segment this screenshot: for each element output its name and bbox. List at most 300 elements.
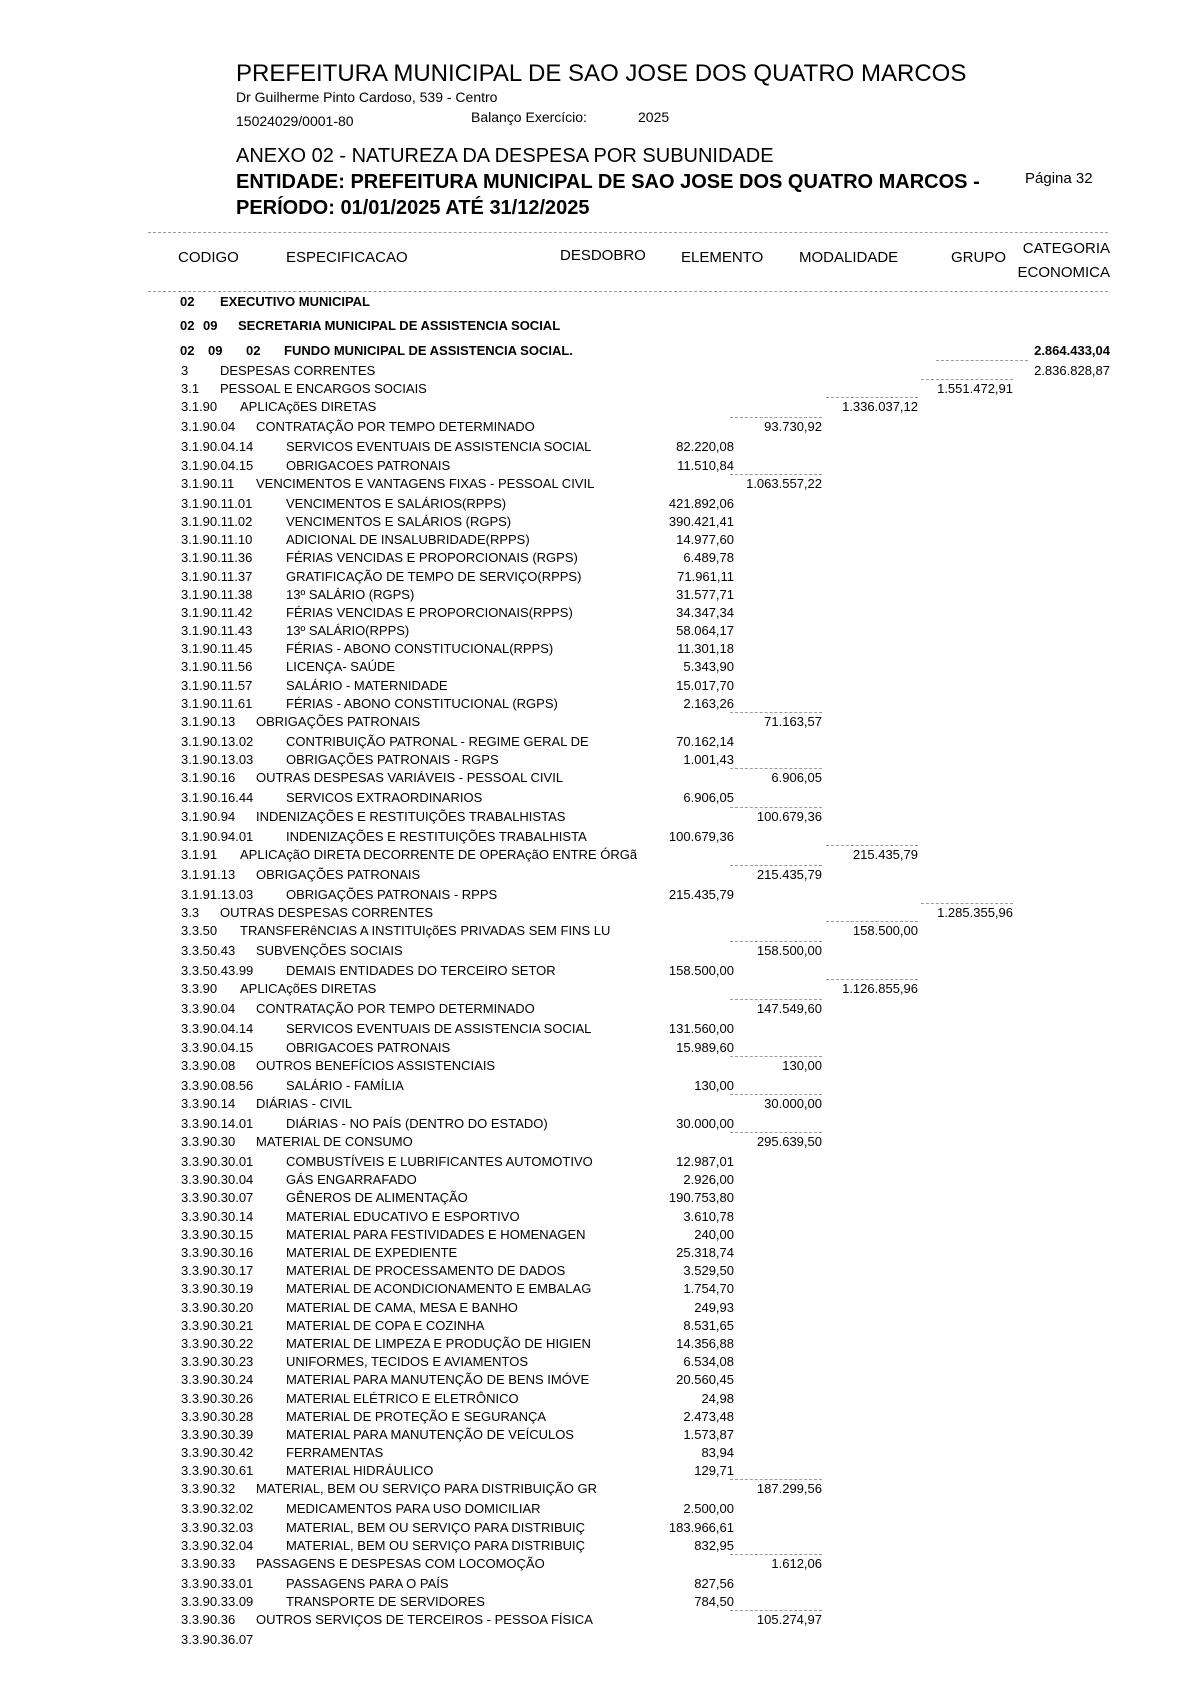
table-row bbox=[0, 1426, 1190, 1444]
row-description: MATERIAL ELÉTRICO E ELETRÔNICO bbox=[286, 1390, 519, 1406]
row-description: SERVICOS EVENTUAIS DE ASSISTENCIA SOCIAL bbox=[286, 1021, 592, 1037]
table-row bbox=[0, 1171, 1190, 1189]
table-row bbox=[0, 1500, 1190, 1518]
row-description: SERVICOS EVENTUAIS DE ASSISTENCIA SOCIAL bbox=[286, 439, 592, 455]
table-row bbox=[0, 1390, 1190, 1408]
header-divider-top bbox=[148, 232, 1108, 233]
table-row bbox=[0, 1189, 1190, 1207]
row-amount-desd: 11.301,18 bbox=[677, 641, 734, 657]
table-row bbox=[0, 640, 1190, 658]
row-amount-desd: 20.560,45 bbox=[676, 1372, 734, 1388]
org-subunit-code-2: 09 bbox=[203, 318, 218, 333]
row-description: TRANSFERêNCIAS A INSTITUIçõES PRIVADAS SEM FINS LU bbox=[240, 923, 611, 939]
row-amount-desd: 2.926,00 bbox=[683, 1172, 734, 1188]
row-code: 3.1.90.13.02 bbox=[181, 734, 254, 749]
column-header-modalidade: MODALIDADE bbox=[799, 249, 899, 266]
report-header-title: PREFEITURA MUNICIPAL DE SAO JOSE DOS QUATRO MARCOS bbox=[236, 60, 967, 87]
row-code: 3.1.90.11.56 bbox=[181, 659, 253, 675]
row-description: DIÁRIAS - NO PAÍS (DENTRO DO ESTADO) bbox=[286, 1115, 548, 1131]
row-amount-mod: 1.336.037,12 bbox=[842, 399, 918, 415]
row-amount-elem: 187.299,56 bbox=[756, 1481, 822, 1497]
column-header-desdobro: DESDOBRO bbox=[560, 247, 646, 264]
row-code: 3.3.90.33 bbox=[181, 1556, 236, 1571]
row-amount-desd: 130,00 bbox=[694, 1077, 734, 1093]
row-amount-desd: 1.754,70 bbox=[683, 1281, 734, 1297]
table-row bbox=[0, 1462, 1190, 1480]
row-description: 13º SALÁRIO(RPPS) bbox=[286, 623, 410, 639]
row-amount-elem: 93.730,92 bbox=[764, 419, 822, 435]
row-code: 3.3.90.30.01 bbox=[181, 1154, 254, 1170]
row-code: 3.1.90.11.57 bbox=[181, 677, 253, 693]
row-description: 13º SALÁRIO (RGPS) bbox=[286, 586, 415, 602]
row-description: APLICAçõES DIRETAS bbox=[240, 399, 377, 415]
row-amount-grupo: 1.285.355,96 bbox=[937, 904, 1013, 920]
table-row bbox=[0, 1317, 1190, 1335]
row-amount-desd: 34.347,34 bbox=[676, 604, 734, 620]
table-row bbox=[0, 1133, 1190, 1153]
row-code: 3.3.90.30.20 bbox=[181, 1299, 254, 1315]
row-description: PESSOAL E ENCARGOS SOCIAIS bbox=[220, 381, 427, 397]
table-row bbox=[0, 1057, 1190, 1077]
row-description: MATERIAL DE PROCESSAMENTO DE DADOS bbox=[286, 1263, 566, 1279]
row-amount-desd: 3.529,50 bbox=[683, 1263, 734, 1279]
table-row bbox=[0, 513, 1190, 531]
row-description: SUBVENÇÕES SOCIAIS bbox=[256, 943, 403, 959]
row-code: 3.3.90.30.15 bbox=[181, 1226, 254, 1242]
row-description: SERVICOS EXTRAORDINARIOS bbox=[286, 790, 483, 806]
table-row bbox=[0, 457, 1190, 475]
row-amount-desd: 390.421,41 bbox=[668, 513, 734, 529]
row-description: INDENIZAÇÕES E RESTITUIÇÕES TRABALHISTAS bbox=[256, 808, 566, 824]
row-code: 3.1.90.11 bbox=[181, 475, 235, 491]
row-amount-desd: 2.163,26 bbox=[683, 695, 734, 711]
row-code: 3.1.90 bbox=[181, 399, 218, 415]
row-amount-mod: 158.500,00 bbox=[852, 923, 918, 939]
table-row bbox=[0, 380, 1190, 398]
row-description: MATERIAL EDUCATIVO E ESPORTIVO bbox=[286, 1208, 520, 1224]
row-amount-desd: 5.343,90 bbox=[683, 659, 734, 675]
row-code: 3.3 bbox=[181, 904, 200, 920]
row-description: GÁS ENGARRAFADO bbox=[286, 1172, 417, 1188]
row-code: 3.3.90.30.21 bbox=[181, 1317, 254, 1333]
row-code: 3.3.90.32.02 bbox=[181, 1501, 254, 1517]
table-row bbox=[0, 1000, 1190, 1020]
row-code: 3.3.90.14 bbox=[181, 1095, 236, 1111]
org-subunit-name: SECRETARIA MUNICIPAL DE ASSISTENCIA SOCIAL bbox=[238, 318, 561, 333]
row-code: 3.1.90.11.45 bbox=[181, 641, 253, 657]
row-description: MATERIAL DE LIMPEZA E PRODUÇÃO DE HIGIEN bbox=[286, 1335, 591, 1351]
row-amount-desd: 12.987,01 bbox=[676, 1154, 734, 1170]
report-annex-title: ANEXO 02 - NATUREZA DA DESPESA POR SUBUNIDADE bbox=[236, 145, 774, 167]
row-code: 3.3.90.33.01 bbox=[181, 1576, 254, 1591]
row-code: 3.1.90.04.15 bbox=[181, 457, 254, 473]
row-code: 3.3.90.30.07 bbox=[181, 1190, 254, 1206]
row-amount-grupo: 1.551.472,91 bbox=[937, 381, 1013, 397]
table-row bbox=[0, 1593, 1190, 1611]
table-row bbox=[0, 828, 1190, 846]
row-description: MATERIAL DE CAMA, MESA E BANHO bbox=[286, 1299, 518, 1315]
table-row bbox=[0, 962, 1190, 980]
table-row bbox=[0, 789, 1190, 807]
org-unit-code: 02 bbox=[180, 294, 195, 309]
row-code: 3.3.90.30.26 bbox=[181, 1390, 254, 1406]
row-description: PASSAGENS E DESPESAS COM LOCOMOÇÃO bbox=[256, 1556, 545, 1571]
row-description: VENCIMENTOS E SALÁRIOS(RPPS) bbox=[286, 495, 507, 511]
row-amount-desd: 421.892,06 bbox=[668, 495, 734, 511]
row-description: OBRIGACOES PATRONAIS bbox=[286, 1039, 451, 1055]
row-description: SALÁRIO - FAMÍLIA bbox=[286, 1077, 404, 1093]
row-amount-desd: 31.577,71 bbox=[676, 586, 734, 602]
row-code: 3.1 bbox=[181, 381, 200, 397]
row-amount-desd: 83,94 bbox=[701, 1445, 734, 1461]
header-divider-bottom bbox=[148, 291, 1108, 292]
row-code: 3.3.90.30.23 bbox=[181, 1354, 254, 1370]
column-header-elemento: ELEMENTO bbox=[681, 249, 764, 266]
row-code: 3.3.90.30.16 bbox=[181, 1245, 254, 1260]
row-code: 3.3.90.14.01 bbox=[181, 1115, 254, 1131]
row-description: MATERIAL PARA FESTIVIDADES E HOMENAGEN bbox=[286, 1226, 586, 1242]
table-row bbox=[0, 1262, 1190, 1280]
row-amount-desd: 215.435,79 bbox=[668, 886, 734, 902]
row-code: 3.3.50.43.99 bbox=[181, 963, 254, 979]
row-description: OUTROS SERVIÇOS DE TERCEIROS - PESSOA FÍSICA bbox=[256, 1612, 593, 1628]
org-fund-total: 2.864.433,04 bbox=[1034, 343, 1110, 358]
report-period: PERÍODO: 01/01/2025 ATÉ 31/12/2025 bbox=[236, 197, 590, 219]
row-code: 3.3.90.04.15 bbox=[181, 1039, 254, 1055]
row-amount-desd: 14.356,88 bbox=[676, 1335, 734, 1351]
row-code: 3.3.50 bbox=[181, 923, 218, 939]
table-row bbox=[0, 922, 1190, 942]
row-amount-desd: 70.162,14 bbox=[676, 734, 734, 749]
table-row bbox=[0, 398, 1190, 418]
table-row bbox=[0, 1371, 1190, 1389]
row-description: UNIFORMES, TECIDOS E AVIAMENTOS bbox=[286, 1354, 528, 1370]
org-subunit-code-1: 02 bbox=[180, 318, 195, 333]
table-row bbox=[0, 677, 1190, 695]
row-description: OBRIGAÇÕES PATRONAIS - RPPS bbox=[286, 886, 498, 902]
row-description: GÊNEROS DE ALIMENTAÇÃO bbox=[286, 1190, 468, 1206]
row-code: 3.1.91.13 bbox=[181, 866, 236, 882]
row-description: FÉRIAS VENCIDAS E PROPORCIONAIS(RPPS) bbox=[286, 604, 573, 620]
row-description: OBRIGAÇÕES PATRONAIS bbox=[256, 866, 421, 882]
row-code: 3.1.90.11.61 bbox=[181, 695, 253, 711]
row-code: 3.3.90.04 bbox=[181, 1001, 236, 1017]
row-amount-desd: 183.966,61 bbox=[668, 1519, 734, 1535]
row-amount-desd: 158.500,00 bbox=[668, 963, 734, 979]
row-description: APLICAçõES DIRETAS bbox=[240, 981, 377, 997]
table-row bbox=[0, 695, 1190, 713]
row-code: 3.1.90.11.43 bbox=[181, 623, 253, 639]
table-row bbox=[0, 495, 1190, 513]
table-row bbox=[0, 1575, 1190, 1593]
fiscal-year-label: Balanço Exercício: bbox=[471, 109, 587, 125]
row-description: PASSAGENS PARA O PAÍS bbox=[286, 1576, 449, 1591]
row-amount-desd: 6.489,78 bbox=[683, 550, 734, 566]
row-code: 3.3.90.36 bbox=[181, 1612, 236, 1628]
row-code: 3.1.90.11.42 bbox=[181, 604, 253, 620]
row-amount-mod: 1.126.855,96 bbox=[842, 981, 918, 997]
row-amount-desd: 129,71 bbox=[694, 1463, 734, 1479]
row-description: MATERIAL PARA MANUTENÇÃO DE VEÍCULOS bbox=[286, 1426, 574, 1442]
row-description: MATERIAL DE EXPEDIENTE bbox=[286, 1245, 458, 1260]
row-code: 3.1.90.11.37 bbox=[181, 568, 253, 584]
row-amount-desd: 25.318,74 bbox=[676, 1245, 734, 1260]
table-row bbox=[0, 886, 1190, 904]
row-amount-desd: 1.001,43 bbox=[683, 752, 734, 768]
row-description: APLICAçãO DIRETA DECORRENTE DE OPERAçãO ENTRE ÓRGã bbox=[240, 846, 638, 862]
row-amount-elem: 1.063.557,22 bbox=[746, 475, 822, 491]
table-row bbox=[0, 604, 1190, 622]
table-row bbox=[0, 1353, 1190, 1371]
row-amount-cat: 2.836.828,87 bbox=[1034, 363, 1110, 378]
row-description: FÉRIAS VENCIDAS E PROPORCIONAIS (RGPS) bbox=[286, 550, 578, 566]
table-row bbox=[0, 1208, 1190, 1226]
row-description: FÉRIAS - ABONO CONSTITUCIONAL(RPPS) bbox=[286, 641, 554, 657]
table-row bbox=[0, 1444, 1190, 1462]
row-description: CONTRATAÇÃO POR TEMPO DETERMINADO bbox=[256, 419, 535, 435]
row-description: DEMAIS ENTIDADES DO TERCEIRO SETOR bbox=[286, 963, 556, 979]
row-amount-desd: 82.220,08 bbox=[676, 439, 734, 455]
table-row bbox=[0, 1244, 1190, 1262]
table-row bbox=[0, 418, 1190, 438]
row-description: MATERIAL DE CONSUMO bbox=[256, 1134, 413, 1150]
row-code: 3.1.91.13.03 bbox=[181, 886, 254, 902]
table-row bbox=[0, 1299, 1190, 1317]
table-row bbox=[0, 1095, 1190, 1115]
row-amount-elem: 215.435,79 bbox=[756, 866, 822, 882]
row-code: 3.1.90.11.36 bbox=[181, 550, 253, 566]
row-amount-elem: 130,00 bbox=[782, 1057, 822, 1073]
row-code: 3.3.50.43 bbox=[181, 943, 236, 959]
table-row bbox=[0, 904, 1190, 922]
table-row bbox=[0, 1115, 1190, 1133]
table-row bbox=[0, 846, 1190, 866]
row-code: 3.1.90.11.01 bbox=[181, 495, 253, 511]
table-row bbox=[0, 1039, 1190, 1057]
row-code: 3.3.90.32.03 bbox=[181, 1519, 254, 1535]
row-amount-elem: 30.000,00 bbox=[764, 1095, 822, 1111]
row-code: 3.1.91 bbox=[181, 846, 218, 862]
table-row bbox=[0, 1537, 1190, 1555]
row-code: 3.3.90.30.04 bbox=[181, 1172, 254, 1188]
row-code: 3.3.90.30.42 bbox=[181, 1445, 254, 1461]
row-description: OBRIGAÇÕES PATRONAIS - RGPS bbox=[286, 752, 499, 768]
row-code: 3.1.90.94.01 bbox=[181, 828, 254, 844]
row-amount-elem: 295.639,50 bbox=[756, 1134, 822, 1150]
row-amount-desd: 3.610,78 bbox=[683, 1208, 734, 1224]
column-header-economica: ECONOMICA bbox=[1017, 264, 1110, 281]
row-amount-desd: 15.989,60 bbox=[676, 1039, 734, 1055]
row-amount-desd: 14.977,60 bbox=[676, 532, 734, 548]
row-amount-desd: 15.017,70 bbox=[676, 677, 734, 693]
row-description: TRANSPORTE DE SERVIDORES bbox=[286, 1594, 485, 1610]
table-row bbox=[0, 751, 1190, 769]
report-header-address: Dr Guilherme Pinto Cardoso, 539 - Centro bbox=[236, 89, 498, 105]
row-code: 3.3.90.30.22 bbox=[181, 1335, 254, 1351]
table-row bbox=[0, 1519, 1190, 1537]
table-row bbox=[0, 1226, 1190, 1244]
row-amount-desd: 11.510,84 bbox=[677, 457, 734, 473]
org-fund-code-2: 09 bbox=[208, 343, 223, 358]
column-header-especificacao: ESPECIFICACAO bbox=[286, 249, 408, 266]
row-code: 3.3.90.33.09 bbox=[181, 1594, 254, 1610]
row-description: MATERIAL HIDRÁULICO bbox=[286, 1463, 434, 1479]
row-amount-desd: 249,93 bbox=[694, 1299, 734, 1315]
table-row bbox=[0, 438, 1190, 456]
table-row bbox=[0, 808, 1190, 828]
table-row bbox=[0, 866, 1190, 886]
report-entity: ENTIDADE: PREFEITURA MUNICIPAL DE SAO JOSE DOS QUATRO MARCOS - bbox=[236, 171, 980, 193]
org-unit-name: EXECUTIVO MUNICIPAL bbox=[220, 294, 370, 309]
row-description: VENCIMENTOS E SALÁRIOS (RGPS) bbox=[286, 513, 512, 529]
row-description: CONTRATAÇÃO POR TEMPO DETERMINADO bbox=[256, 1001, 535, 1017]
table-row bbox=[0, 769, 1190, 789]
row-description: OUTRAS DESPESAS CORRENTES bbox=[220, 904, 434, 920]
table-row bbox=[0, 1631, 1190, 1649]
row-description: VENCIMENTOS E VANTAGENS FIXAS - PESSOAL CIVIL bbox=[256, 475, 595, 491]
table-row bbox=[0, 1611, 1190, 1631]
table-row bbox=[0, 531, 1190, 549]
row-description: MATERIAL DE COPA E COZINHA bbox=[286, 1317, 485, 1333]
row-amount-desd: 100.679,36 bbox=[668, 828, 734, 844]
row-description: SALÁRIO - MATERNIDADE bbox=[286, 677, 448, 693]
row-description: LICENÇA- SAÚDE bbox=[286, 659, 396, 675]
table-row bbox=[0, 622, 1190, 640]
row-amount-desd: 827,56 bbox=[694, 1576, 734, 1591]
row-amount-desd: 2.473,48 bbox=[683, 1408, 734, 1424]
table-row bbox=[0, 658, 1190, 676]
row-description: DIÁRIAS - CIVIL bbox=[256, 1095, 353, 1111]
row-amount-elem: 158.500,00 bbox=[756, 943, 822, 959]
row-description: MATERIAL, BEM OU SERVIÇO PARA DISTRIBUIÇ bbox=[286, 1519, 586, 1535]
row-code: 3.3.90.36.07 bbox=[181, 1632, 254, 1648]
row-description: DESPESAS CORRENTES bbox=[220, 363, 376, 378]
org-fund-total-divider bbox=[936, 360, 1028, 361]
row-code: 3.3.90.30.61 bbox=[181, 1463, 254, 1479]
row-code: 3.1.90.11.02 bbox=[181, 513, 253, 529]
row-amount-desd: 6.534,08 bbox=[683, 1354, 734, 1370]
table-row bbox=[0, 549, 1190, 567]
row-amount-desd: 1.573,87 bbox=[683, 1426, 734, 1442]
row-description: OBRIGACOES PATRONAIS bbox=[286, 457, 451, 473]
table-row bbox=[0, 568, 1190, 586]
row-amount-desd: 190.753,80 bbox=[668, 1190, 734, 1206]
row-amount-elem: 100.679,36 bbox=[756, 808, 822, 824]
row-description: COMBUSTÍVEIS E LUBRIFICANTES AUTOMOTIVO bbox=[286, 1154, 593, 1170]
row-amount-mod: 215.435,79 bbox=[852, 846, 918, 862]
row-code: 3.3.90.30.17 bbox=[181, 1263, 254, 1279]
row-code: 3.1.90.11.10 bbox=[181, 532, 253, 548]
row-code: 3.3.90.08 bbox=[181, 1057, 236, 1073]
row-amount-desd: 2.500,00 bbox=[683, 1501, 734, 1517]
row-amount-desd: 30.000,00 bbox=[676, 1115, 734, 1131]
row-code: 3 bbox=[181, 363, 189, 378]
row-code: 3.3.90.32.04 bbox=[181, 1537, 254, 1553]
row-description: OUTROS BENEFÍCIOS ASSISTENCIAIS bbox=[256, 1057, 496, 1073]
row-amount-desd: 8.531,65 bbox=[683, 1317, 734, 1333]
table-row bbox=[0, 1480, 1190, 1500]
column-header-grupo: GRUPO bbox=[951, 249, 1007, 266]
row-code: 3.3.90.30.28 bbox=[181, 1408, 254, 1424]
row-description: MATERIAL, BEM OU SERVIÇO PARA DISTRIBUIÇ bbox=[286, 1537, 586, 1553]
org-fund-code-3: 02 bbox=[246, 343, 261, 358]
row-code: 3.3.90.30.19 bbox=[181, 1281, 254, 1297]
row-code: 3.3.90.30 bbox=[181, 1134, 236, 1150]
row-amount-elem: 105.274,97 bbox=[756, 1612, 822, 1628]
row-code: 3.3.90.08.56 bbox=[181, 1077, 254, 1093]
row-description: MATERIAL DE ACONDICIONAMENTO E EMBALAG bbox=[286, 1281, 592, 1297]
page-number: Página 32 bbox=[1025, 170, 1093, 187]
row-code: 3.1.90.16.44 bbox=[181, 790, 254, 806]
row-amount-elem: 1.612,06 bbox=[771, 1556, 822, 1571]
row-description: CONTRIBUIÇÃO PATRONAL - REGIME GERAL DE bbox=[286, 734, 589, 749]
row-description: MATERIAL DE PROTEÇÃO E SEGURANÇA bbox=[286, 1408, 547, 1424]
table-row bbox=[0, 1077, 1190, 1095]
table-row bbox=[0, 1335, 1190, 1353]
table-row bbox=[0, 1555, 1190, 1575]
row-description: OBRIGAÇÕES PATRONAIS bbox=[256, 714, 421, 729]
row-code: 3.1.90.13 bbox=[181, 714, 236, 729]
table-row bbox=[0, 586, 1190, 604]
row-description: MEDICAMENTOS PARA USO DOMICILIAR bbox=[286, 1501, 541, 1517]
row-amount-desd: 24,98 bbox=[701, 1390, 734, 1406]
row-description: ADICIONAL DE INSALUBRIDADE(RPPS) bbox=[286, 532, 530, 548]
row-amount-desd: 131.560,00 bbox=[668, 1021, 734, 1037]
fiscal-year-value: 2025 bbox=[638, 109, 670, 125]
row-code: 3.1.90.13.03 bbox=[181, 752, 254, 768]
row-code: 3.3.90.30.39 bbox=[181, 1426, 254, 1442]
row-description: INDENIZAÇÕES E RESTITUIÇÕES TRABALHISTA bbox=[286, 828, 587, 844]
org-fund-name: FUNDO MUNICIPAL DE ASSISTENCIA SOCIAL. bbox=[284, 343, 573, 358]
row-code: 3.3.90.04.14 bbox=[181, 1021, 254, 1037]
table-row bbox=[0, 733, 1190, 751]
row-amount-desd: 6.906,05 bbox=[683, 790, 734, 806]
table-row bbox=[0, 1020, 1190, 1038]
expense-table bbox=[0, 362, 1190, 1650]
table-row bbox=[0, 942, 1190, 962]
org-fund-code-1: 02 bbox=[180, 343, 195, 358]
table-row bbox=[0, 1153, 1190, 1171]
row-code: 3.1.90.04 bbox=[181, 419, 236, 435]
table-row bbox=[0, 1280, 1190, 1298]
row-amount-desd: 71.961,11 bbox=[677, 568, 734, 584]
row-code: 3.1.90.04.14 bbox=[181, 439, 254, 455]
row-amount-elem: 147.549,60 bbox=[756, 1001, 822, 1017]
table-row bbox=[0, 362, 1190, 380]
row-description: MATERIAL, BEM OU SERVIÇO PARA DISTRIBUIÇÃO GR bbox=[256, 1481, 597, 1497]
row-description: FÉRIAS - ABONO CONSTITUCIONAL (RGPS) bbox=[286, 695, 558, 711]
row-description: MATERIAL PARA MANUTENÇÃO DE BENS IMÓVE bbox=[286, 1372, 590, 1388]
table-row bbox=[0, 980, 1190, 1000]
row-amount-desd: 240,00 bbox=[694, 1226, 734, 1242]
row-description: FERRAMENTAS bbox=[286, 1445, 384, 1461]
row-amount-elem: 71.163,57 bbox=[764, 714, 822, 729]
row-code: 3.1.90.94 bbox=[181, 808, 236, 824]
row-amount-desd: 58.064,17 bbox=[676, 623, 734, 639]
row-amount-desd: 784,50 bbox=[694, 1594, 734, 1610]
row-description: GRATIFICAÇÃO DE TEMPO DE SERVIÇO(RPPS) bbox=[286, 568, 582, 584]
row-code: 3.3.90.30.14 bbox=[181, 1208, 254, 1224]
row-description: OUTRAS DESPESAS VARIÁVEIS - PESSOAL CIVIL bbox=[256, 770, 564, 786]
table-row bbox=[0, 475, 1190, 495]
row-amount-desd: 832,95 bbox=[694, 1537, 734, 1553]
row-code: 3.3.90.30.24 bbox=[181, 1372, 254, 1388]
column-header-categoria: CATEGORIA bbox=[1022, 240, 1110, 257]
table-row bbox=[0, 713, 1190, 733]
row-code: 3.3.90.32 bbox=[181, 1481, 236, 1497]
row-code: 3.3.90 bbox=[181, 981, 218, 997]
table-row bbox=[0, 1408, 1190, 1426]
